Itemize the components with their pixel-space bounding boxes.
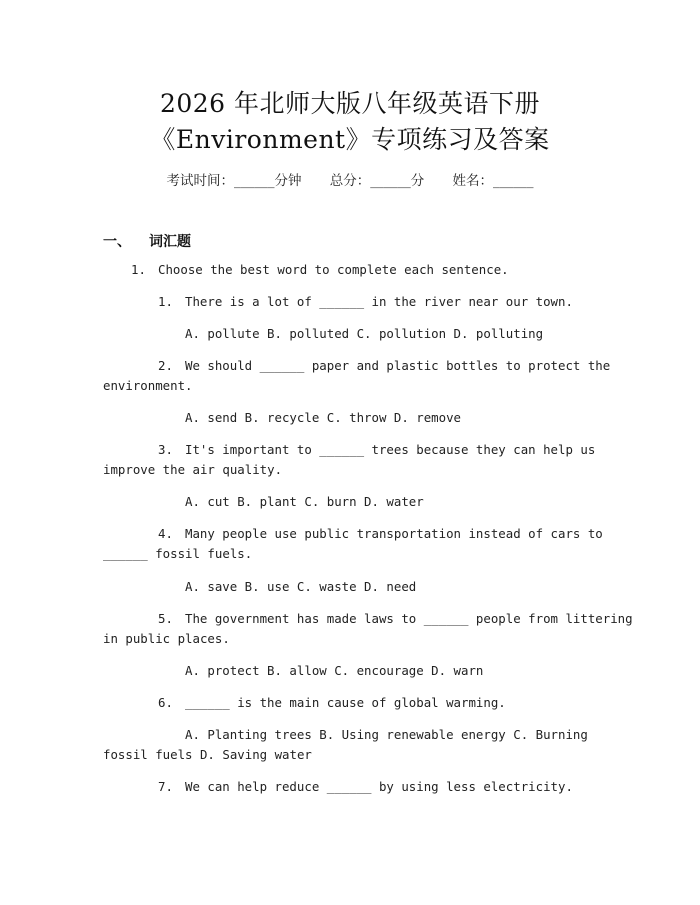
question-text: There is a lot of ______ in the river near our town.: [185, 294, 573, 309]
question-number: 2.: [158, 358, 173, 373]
instruction-text: Choose the best word to complete each sentence.: [158, 262, 509, 277]
question-5-options: A. protect B. allow C. encourage D. warn: [185, 663, 484, 678]
section-number: 一、: [103, 234, 131, 250]
question-6: [158, 695, 506, 710]
question-2-options: A. send B. recycle C. throw D. remove: [185, 410, 462, 425]
question-4: [158, 526, 603, 541]
question-number: 4.: [158, 526, 173, 541]
question-4-continuation: ______ fossil fuels.: [103, 546, 253, 561]
question-3-options: A. cut B. plant C. burn D. water: [185, 494, 424, 509]
question-7: [158, 779, 573, 794]
document-title-line1: 2026 年北师大版八年级英语下册: [159, 89, 541, 118]
question-2-continuation: environment.: [103, 378, 193, 393]
question-text: Many people use public transportation instead of cars to: [185, 526, 603, 541]
question-number: 5.: [158, 611, 173, 626]
question-number: 6.: [158, 695, 173, 710]
question-text: ______ is the main cause of global warming.: [185, 695, 506, 710]
exam-name-field: 姓名：______: [452, 173, 534, 189]
question-3: [158, 442, 595, 457]
question-text: It's important to ______ trees because they can help us: [185, 442, 596, 457]
question-text: We can help reduce ______ by using less electricity.: [185, 779, 573, 794]
exam-score-field: 总分：______分: [329, 173, 425, 189]
document-title-line2: 《Environment》专项练习及答案: [150, 125, 550, 154]
question-number: 1.: [158, 294, 173, 309]
question-number: 3.: [158, 442, 173, 457]
question-text: The government has made laws to ______ people from littering: [185, 611, 633, 626]
section-title: 词汇题: [149, 234, 191, 250]
question-5-continuation: in public places.: [103, 631, 230, 646]
exam-info: [0, 169, 700, 189]
instruction-line: [131, 262, 509, 277]
section-heading: [103, 231, 191, 251]
question-5: [158, 611, 633, 626]
question-1: [158, 294, 573, 309]
question-4-options: A. save B. use C. waste D. need: [185, 579, 417, 594]
exam-time-field: 考试时间：______分钟: [166, 173, 302, 189]
instruction-number: 1.: [131, 262, 146, 277]
question-number: 7.: [158, 779, 173, 794]
question-2: [158, 358, 610, 373]
question-6-options-continuation: fossil fuels D. Saving water: [103, 747, 312, 762]
question-6-options: A. Planting trees B. Using renewable energy C. Burning: [185, 727, 588, 742]
question-text: We should ______ paper and plastic bottles to protect the: [185, 358, 611, 373]
question-3-continuation: improve the air quality.: [103, 462, 283, 477]
question-1-options: A. pollute B. polluted C. pollution D. polluting: [185, 326, 544, 341]
